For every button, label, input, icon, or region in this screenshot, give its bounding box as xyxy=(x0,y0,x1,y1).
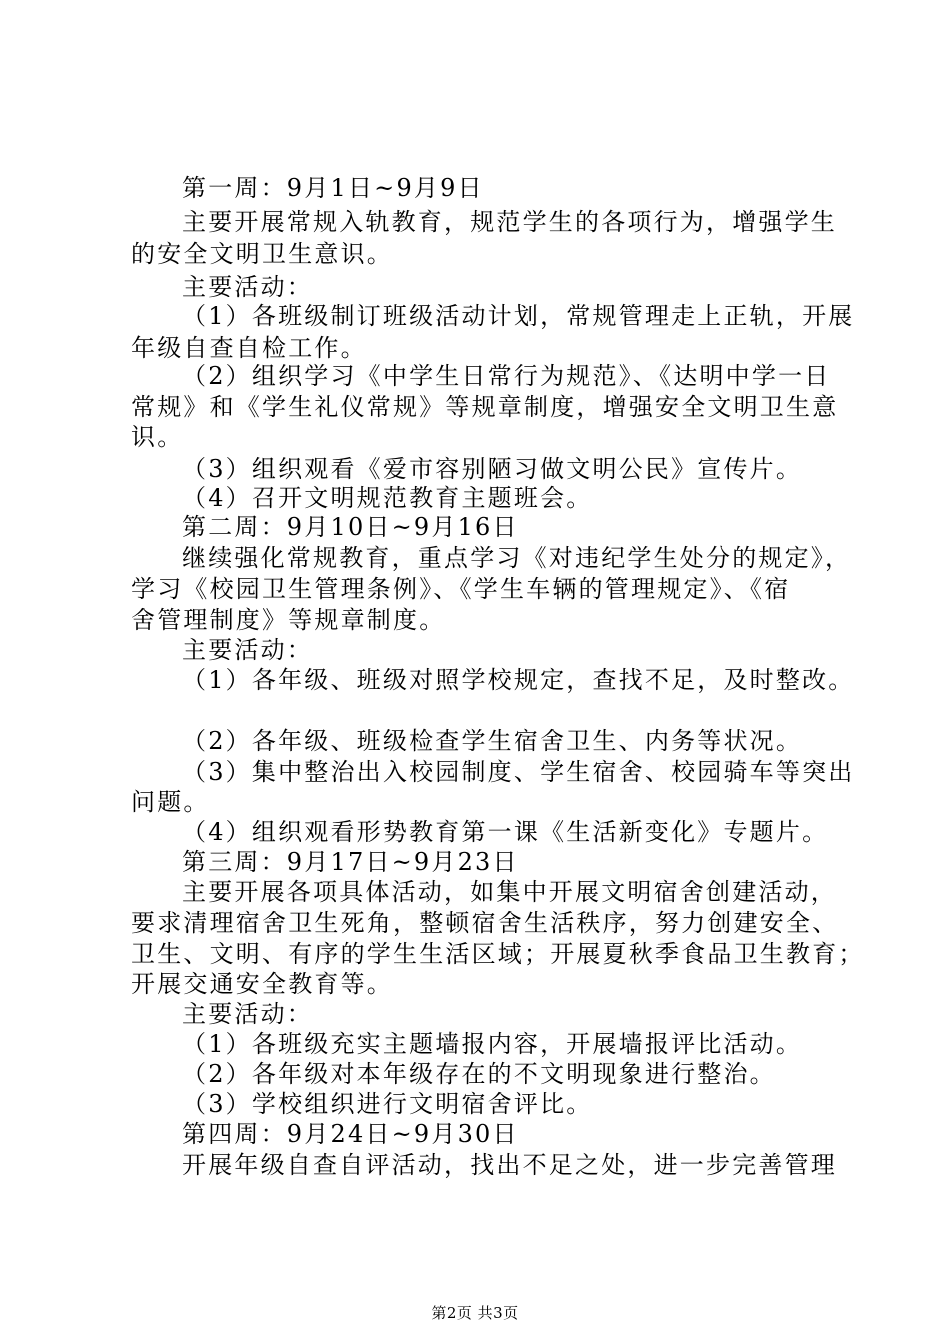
week4-heading: 第四周：9月24日~9月30日 xyxy=(182,1120,519,1148)
paragraph-line: 主要开展各项具体活动，如集中开展文明宿舍创建活动， xyxy=(182,878,837,906)
paragraph-line: 主要开展常规入轨教育，规范学生的各项行为，增强学生 xyxy=(182,208,837,236)
paragraph-line: 继续强化常规教育，重点学习《对违纪学生处分的规定》， xyxy=(182,544,852,572)
list-item: （1）各年级、班级对照学校规定，查找不足，及时整改。 xyxy=(182,666,855,694)
paragraph-line: 开展年级自查自评活动，找出不足之处，进一步完善管理 xyxy=(182,1151,837,1179)
list-item: （4）组织观看形势教育第一课《生活新变化》专题片。 xyxy=(182,818,829,846)
activities-heading: 主要活动： xyxy=(182,273,313,301)
list-item: （3）学校组织进行文明宿舍评比。 xyxy=(182,1090,593,1118)
paragraph-line: 的安全文明卫生意识。 xyxy=(131,240,393,268)
paragraph-line: 学习《校园卫生管理条例》、《学生车辆的管理规定》、《宿 xyxy=(131,575,791,603)
list-item: （3）集中整治出入校园制度、学生宿舍、校园骑车等突出 xyxy=(182,758,855,786)
list-item: （2）各年级、班级检查学生宿舍卫生、内务等状况。 xyxy=(182,727,803,755)
list-item: （4）召开文明规范教育主题班会。 xyxy=(182,484,593,512)
list-item: （1）各班级充实主题墙报内容，开展墙报评比活动。 xyxy=(182,1030,803,1058)
paragraph-line: 开展交通安全教育等。 xyxy=(131,970,393,998)
week3-heading: 第三周：9月17日~9月23日 xyxy=(182,848,519,876)
list-item: （1）各班级制订班级活动计划，常规管理走上正轨，开展 xyxy=(182,302,855,330)
paragraph-line: 识。 xyxy=(131,423,184,451)
activities-heading: 主要活动： xyxy=(182,636,313,664)
list-item: （3）组织观看《爱市容别陋习做文明公民》宣传片。 xyxy=(182,455,803,483)
paragraph-line: 卫生、文明、有序的学生生活区域；开展夏秋季食品卫生教育； xyxy=(131,940,865,968)
paragraph-line: 要求清理宿舍卫生死角，整顿宿舍生活秩序，努力创建安全、 xyxy=(131,909,839,937)
list-item: （2）组织学习《中学生日常行为规范》、《达明中学一日 xyxy=(182,362,831,390)
paragraph-line: 年级自查自检工作。 xyxy=(131,334,367,362)
week1-heading: 第一周：9月1日~9月9日 xyxy=(182,174,484,202)
paragraph-line: 问题。 xyxy=(131,788,210,816)
paragraph-line: 常规》和《学生礼仪常规》等规章制度，增强安全文明卫生意 xyxy=(131,393,839,421)
page-footer: 第2页 共3页 xyxy=(431,1304,519,1322)
list-item: （2）各年级对本年级存在的不文明现象进行整治。 xyxy=(182,1060,776,1088)
activities-heading: 主要活动： xyxy=(182,1000,313,1028)
week2-heading: 第二周：9月10日~9月16日 xyxy=(182,513,519,541)
paragraph-line: 舍管理制度》等规章制度。 xyxy=(131,606,446,634)
